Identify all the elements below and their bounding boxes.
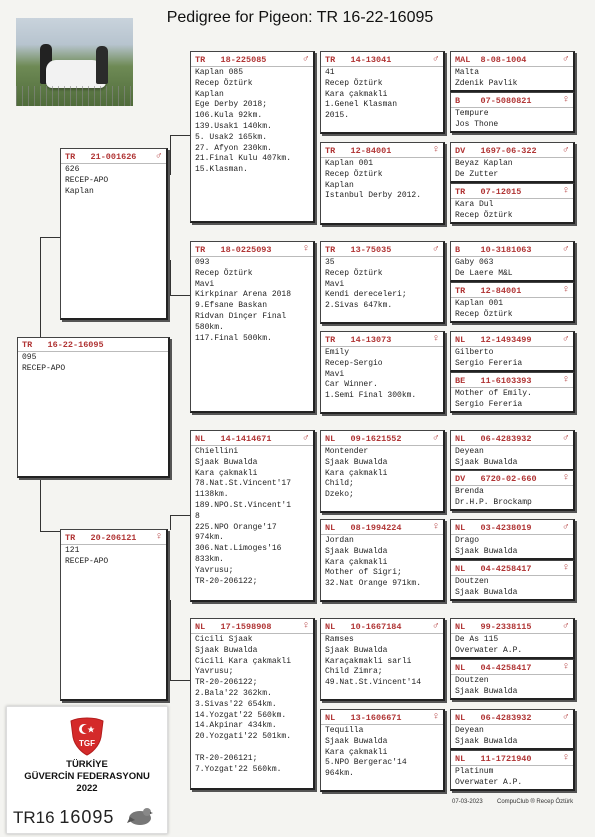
- sex-symbol-icon: ♂: [562, 334, 569, 345]
- great-grandparent-3-card: [450, 142, 575, 183]
- detail-line: 974km.: [195, 533, 224, 543]
- detail-line: Sjaak Buwalda: [455, 457, 518, 467]
- ring-number: TR 20-206121: [65, 532, 137, 543]
- sex-symbol-icon: ♂: [302, 54, 309, 65]
- card-header: [321, 621, 443, 634]
- detail-line: 580km.: [195, 322, 224, 332]
- detail-line: Doutzen: [455, 577, 489, 586]
- detail-line: Kaplan 001: [455, 299, 504, 308]
- detail-line: Kaplan 001: [325, 159, 374, 168]
- detail-line: Malta: [455, 68, 480, 77]
- detail-line: Deyean: [455, 447, 484, 456]
- pigeon-details: [455, 68, 569, 90]
- detail-line: Child Zimra;: [325, 667, 383, 677]
- ring-number: MAL 8-08-1004: [455, 54, 527, 65]
- pigeon-details: [455, 159, 569, 181]
- detail-line: Recep Öztürk: [195, 268, 253, 278]
- sire-sire-sire-card: [320, 51, 445, 134]
- detail-line: Cicili Kara çakmakli: [195, 656, 292, 666]
- detail-line: 095: [22, 353, 37, 362]
- detail-line: Sjaak Buwalda: [325, 645, 388, 655]
- pigeon-details: [455, 348, 569, 370]
- detail-line: 121: [65, 546, 80, 555]
- detail-line: RECEP-APO: [22, 363, 66, 373]
- card-header: [451, 621, 573, 634]
- detail-line: Kara çakmakli: [325, 557, 388, 567]
- detail-line: 833km.: [195, 554, 224, 564]
- card-header: [321, 54, 443, 67]
- detail-line: Kara çakmakli: [325, 468, 388, 478]
- detail-line: 1.Semi Final 300km.: [325, 391, 417, 401]
- detail-line: Ege Derby 2018;: [195, 100, 268, 110]
- great-grandparent-12-card: [450, 560, 575, 601]
- great-grandparent-10-card: [450, 470, 575, 511]
- ring-number: DV 6720-02-660: [455, 473, 537, 484]
- sex-symbol-icon: ♂: [432, 54, 439, 65]
- detail-line: RECEP-APO: [65, 175, 109, 185]
- sex-symbol-icon: ♂: [302, 433, 309, 444]
- detail-line: Kirkpinar Arena 2018: [195, 290, 292, 300]
- ring-number: NL 04-4258417: [455, 563, 532, 574]
- sex-symbol-icon: ♀: [155, 532, 162, 543]
- detail-line: 964km.: [325, 769, 354, 779]
- detail-line: TR-20-206122;: [195, 678, 258, 688]
- card-header: [61, 151, 166, 164]
- detail-line: Sjaak Buwalda: [455, 686, 518, 696]
- card-header: [191, 621, 313, 634]
- detail-line: Kaplan: [195, 89, 224, 99]
- detail-line: Tequilla: [325, 726, 364, 735]
- card-header: [451, 473, 573, 486]
- detail-line: Zdenik Pavlik: [455, 78, 518, 88]
- ring-number: TR 18-0225093: [195, 244, 272, 255]
- detail-line: Istanbul Derby 2012.: [325, 191, 422, 201]
- sire-sire-card: [190, 51, 315, 223]
- detail-line: Cicili Sjaak: [195, 635, 253, 644]
- ring-number: NL 11-1721940: [455, 753, 532, 764]
- card-header: [451, 662, 573, 675]
- federation-name: [7, 759, 167, 795]
- pigeon-details: [195, 447, 309, 587]
- sex-symbol-icon: ♂: [562, 712, 569, 723]
- detail-line: 2.Sivas 647km.: [325, 301, 393, 311]
- great-grandparent-14-card: [450, 659, 575, 700]
- sire-dam-sire-card: [320, 241, 445, 324]
- card-header: [61, 532, 166, 545]
- great-grandparent-13-card: [450, 618, 575, 659]
- ring-number: B 10-3181063: [455, 244, 532, 255]
- detail-line: Dzeko;: [325, 490, 354, 500]
- pigeon-details: [325, 726, 439, 780]
- great-grandparent-11-card: [450, 519, 575, 560]
- detail-line: Beyaz Kaplan: [455, 159, 513, 168]
- detail-line: 27. Afyon 230km.: [195, 143, 272, 153]
- detail-line: 15.Klasman.: [195, 165, 248, 175]
- detail-line: 5. Usak2 165km.: [195, 132, 268, 142]
- detail-line: Kaplan: [325, 180, 354, 190]
- ring-number: NL 13-1606671: [325, 712, 402, 723]
- sire-sire-dam-card: [320, 142, 445, 225]
- pigeon-details: [455, 258, 569, 280]
- detail-line: 7.Yozgat'22 560km.: [195, 764, 282, 774]
- sex-symbol-icon: ♀: [432, 712, 439, 723]
- pigeon-details: [325, 68, 439, 122]
- sex-symbol-icon: ♀: [432, 334, 439, 345]
- sex-symbol-icon: ♀: [432, 522, 439, 533]
- dam-sire-dam-card: [320, 519, 445, 602]
- detail-line: 3.Sivas'22 654km.: [195, 699, 277, 709]
- pigeon-details: [455, 109, 569, 131]
- sex-symbol-icon: ♀: [562, 753, 569, 764]
- ring-number: TR 07-12015: [455, 186, 522, 197]
- detail-line: Sjaak Buwalda: [195, 645, 258, 655]
- ring-serial: 16095: [59, 807, 115, 827]
- card-header: [451, 563, 573, 576]
- detail-line: Kaplan: [65, 186, 94, 196]
- detail-line: Mavi: [195, 279, 215, 289]
- great-grandparent-9-card: [450, 430, 575, 471]
- pigeon-details: [455, 447, 569, 469]
- ring-number: NL 14-1414671: [195, 433, 272, 444]
- pigeon-details: [195, 635, 309, 775]
- detail-line: Kara çakmakli: [325, 747, 388, 757]
- dam-sire-sire-card: [320, 430, 445, 513]
- ring-number: B 07-5080821: [455, 95, 532, 106]
- detail-line: Sergio Fereria: [455, 399, 523, 409]
- card-header: [451, 522, 573, 535]
- pigeon-details: [65, 165, 162, 197]
- ring-number: TR 21-001626: [65, 151, 137, 162]
- detail-line: 32.Nat Orange 971km.: [325, 579, 422, 589]
- sire-card: [60, 148, 168, 320]
- card-header: [191, 433, 313, 446]
- ring-number: NL 10-1667184: [325, 621, 402, 632]
- card-header: [451, 375, 573, 388]
- detail-line: Doutzen: [455, 676, 489, 685]
- detail-line: Kaplan 085: [195, 68, 244, 77]
- detail-line: 20.Yozgati'22 501km.: [195, 732, 292, 742]
- pigeon-details: [455, 726, 569, 748]
- detail-line: 5.NPO Bergerac'14: [325, 758, 407, 768]
- detail-line: Ridvan Dinçer Final: [195, 311, 287, 321]
- detail-line: Tempure: [455, 109, 489, 118]
- ring-number: BE 11-6103393: [455, 375, 532, 386]
- sire-dam-dam-card: [320, 331, 445, 414]
- detail-line: Dr.H.P. Brockamp: [455, 497, 532, 507]
- great-grandparent-5-card: [450, 241, 575, 282]
- card-header: [321, 244, 443, 257]
- detail-line: 14.Yozgat'22 560km.: [195, 710, 287, 720]
- card-header: [451, 244, 573, 257]
- svg-text:TGF: TGF: [79, 739, 95, 748]
- detail-line: Mother of Sigri;: [325, 568, 402, 578]
- detail-line: 225.NPO Orange'17: [195, 522, 277, 532]
- detail-line: Yavrusu;: [195, 565, 234, 575]
- sex-symbol-icon: ♂: [155, 151, 162, 162]
- detail-line: Ramses: [325, 635, 354, 644]
- detail-line: Car Winner.: [325, 380, 378, 390]
- sex-symbol-icon: ♀: [562, 563, 569, 574]
- pigeon-details: [455, 389, 569, 411]
- detail-line: 093: [195, 258, 210, 267]
- pigeon-details: [455, 299, 569, 321]
- sex-symbol-icon: ♂: [562, 433, 569, 444]
- detail-line: De Laere M&L: [455, 268, 513, 278]
- sex-symbol-icon: ♀: [562, 473, 569, 484]
- detail-line: 8: [195, 511, 200, 521]
- detail-line: Platinum: [455, 767, 494, 776]
- sex-symbol-icon: ♀: [562, 186, 569, 197]
- card-header: [451, 712, 573, 725]
- detail-line: 9.Efsane Baskan: [195, 301, 268, 311]
- great-grandparent-2-card: [450, 92, 575, 133]
- dam-dam-dam-card: [320, 709, 445, 792]
- ring-number: TR 18-225085: [195, 54, 267, 65]
- card-header: [191, 54, 313, 67]
- ring-number: TR 16-22-16095: [22, 340, 104, 350]
- pigeon-details: [455, 676, 569, 698]
- card-header: [451, 95, 573, 108]
- detail-line: De As 115: [455, 635, 499, 644]
- sex-symbol-icon: ♂: [562, 522, 569, 533]
- ring-number: NL 17-1598908: [195, 621, 272, 632]
- ring-number: TR 14-13073: [325, 334, 392, 345]
- ring-number: DV 1697-06-322: [455, 145, 537, 156]
- detail-line: Sjaak Buwalda: [195, 457, 258, 467]
- pigeon-details: [22, 353, 164, 375]
- sex-symbol-icon: ♀: [432, 145, 439, 156]
- detail-line: Sjaak Buwalda: [455, 546, 518, 556]
- detail-line: Emily: [325, 348, 350, 357]
- pigeon-details: [325, 536, 439, 590]
- card-header: [191, 244, 313, 257]
- detail-line: Child;: [325, 479, 354, 489]
- sex-symbol-icon: ♂: [562, 621, 569, 632]
- ring-number: TR 12-84001: [325, 145, 392, 156]
- detail-line: Sjaak Buwalda: [455, 736, 518, 746]
- card-header: [321, 522, 443, 535]
- pigeon-details: [195, 258, 309, 344]
- detail-line: Mother of Emily.: [455, 389, 532, 398]
- detail-line: Gilberto: [455, 348, 494, 357]
- great-grandparent-16-card: [450, 750, 575, 791]
- detail-line: Yavrusu;: [195, 667, 234, 677]
- ring-number: TR 12-84001: [455, 285, 522, 296]
- detail-line: 117.Final 500km.: [195, 333, 272, 343]
- detail-line: Kara Dul: [455, 200, 494, 209]
- detail-line: Mavi: [325, 279, 345, 289]
- ring-number: NL 03-4238019: [455, 522, 532, 533]
- detail-line: Overwater A.P.: [455, 777, 523, 787]
- detail-line: Overwater A.P.: [455, 645, 523, 655]
- card-header: [451, 334, 573, 347]
- sex-symbol-icon: ♂: [432, 621, 439, 632]
- pigeon-details: [455, 635, 569, 657]
- pigeon-details: [325, 159, 439, 202]
- pigeon-details: [195, 68, 309, 176]
- card-header: [321, 712, 443, 725]
- detail-line: Recep Öztürk: [195, 78, 253, 88]
- detail-line: Brenda: [455, 487, 484, 496]
- sire-dam-card: [190, 241, 315, 413]
- great-grandparent-6-card: [450, 282, 575, 323]
- detail-line: 14.Akpinar 434km.: [195, 721, 277, 731]
- detail-line: Recep Öztürk: [455, 309, 513, 319]
- detail-line: 35: [325, 258, 335, 267]
- sex-symbol-icon: ♂: [432, 244, 439, 255]
- pigeon-details: [455, 536, 569, 558]
- sex-symbol-icon: ♀: [562, 285, 569, 296]
- detail-line: 626: [65, 165, 80, 174]
- detail-line: 106.Kula 92km.: [195, 111, 263, 121]
- sex-symbol-icon: ♀: [302, 621, 309, 632]
- detail-line: Deyean: [455, 726, 484, 735]
- federation-title: GÜVERCİN FEDERASYONU: [24, 771, 150, 782]
- page-title: Pedigree for Pigeon: TR 16-22-16095: [166, 9, 434, 26]
- detail-line: De Zutter: [455, 169, 499, 179]
- pigeon-details: [325, 635, 439, 689]
- ring-number: NL 99-2338115: [455, 621, 532, 632]
- detail-line: Recep Öztürk: [325, 169, 383, 179]
- detail-line: 49.Nat.St.Vincent'14: [325, 678, 422, 688]
- detail-line: 2015.: [325, 111, 350, 121]
- print-date: 07-03-2023: [452, 799, 483, 805]
- ring-number: NL 04-4258417: [455, 662, 532, 673]
- ring-number: TR 14-13041: [325, 54, 392, 65]
- owner-photo: [16, 18, 133, 106]
- card-header: [321, 145, 443, 158]
- detail-line: [195, 743, 309, 754]
- detail-line: 1138km.: [195, 490, 229, 500]
- pigeon-icon: [127, 805, 153, 827]
- sex-symbol-icon: ♂: [432, 433, 439, 444]
- detail-line: Karaçakmakli sarli: [325, 656, 412, 666]
- detail-line: 139.Usak1 140km.: [195, 121, 272, 131]
- detail-line: Sjaak Buwalda: [325, 457, 388, 467]
- federation-country: TÜRKİYE: [66, 759, 108, 770]
- pigeon-details: [455, 200, 569, 222]
- federation-ring-card: [6, 706, 168, 834]
- ring-number: [13, 807, 114, 828]
- federation-logo-icon: [67, 715, 107, 757]
- card-header: [321, 334, 443, 347]
- ring-number: NL 06-4283932: [455, 433, 532, 444]
- ring-number: NL 09-1621552: [325, 433, 402, 444]
- detail-line: Mavi: [325, 369, 345, 379]
- detail-line: 189.NPO.St.Vincent'1: [195, 500, 292, 510]
- sex-symbol-icon: ♂: [562, 54, 569, 65]
- detail-line: Drago: [455, 536, 480, 545]
- card-header: [321, 433, 443, 446]
- detail-line: Kendi dereceleri;: [325, 290, 407, 300]
- great-grandparent-15-card: [450, 709, 575, 750]
- card-header: [451, 186, 573, 199]
- detail-line: 2.Bala'22 362km.: [195, 688, 272, 698]
- dam-card: [60, 529, 168, 701]
- detail-line: Jos Thone: [455, 119, 499, 129]
- great-grandparent-7-card: [450, 331, 575, 372]
- detail-line: Recep Öztürk: [455, 210, 513, 220]
- federation-year: 2022: [76, 783, 98, 794]
- card-header: [451, 54, 573, 67]
- detail-line: TR-20-206121;: [195, 753, 258, 763]
- sex-symbol-icon: ♀: [562, 95, 569, 106]
- pigeon-details: [455, 767, 569, 789]
- great-grandparent-8-card: [450, 372, 575, 413]
- ring-number: TR 13-75035: [325, 244, 392, 255]
- detail-line: Montender: [325, 447, 369, 456]
- detail-line: 1.Genel Klasman: [325, 100, 398, 110]
- sex-symbol-icon: ♂: [562, 145, 569, 156]
- detail-line: Sergio Fereria: [455, 358, 523, 368]
- card-header: [451, 145, 573, 158]
- card-header: [18, 340, 168, 352]
- ring-number: NL 08-1994224: [325, 522, 402, 533]
- detail-line: Jordan: [325, 536, 354, 545]
- detail-line: TR-20-206122;: [195, 576, 258, 586]
- software-credit: CompuClub ® Recep Öztürk: [497, 799, 574, 805]
- card-header: [451, 433, 573, 446]
- detail-line: RECEP-APO: [65, 556, 109, 566]
- detail-line: 306.Nat.Limoges'16: [195, 544, 282, 554]
- sex-symbol-icon: ♀: [562, 375, 569, 386]
- great-grandparent-4-card: [450, 183, 575, 224]
- detail-line: Gaby 063: [455, 258, 494, 267]
- detail-line: Recep Öztürk: [325, 268, 383, 278]
- detail-line: 41: [325, 68, 335, 77]
- detail-line: Kara çakmakli: [325, 89, 388, 99]
- card-header: [451, 753, 573, 766]
- detail-line: Recep-Sergio: [325, 358, 383, 368]
- detail-line: Chiellini: [195, 447, 239, 456]
- detail-line: Kara çakmakli: [195, 468, 258, 478]
- pigeon-details: [455, 487, 569, 509]
- sex-symbol-icon: ♀: [562, 662, 569, 673]
- detail-line: 78.Nat.St.Vincent'17: [195, 479, 292, 489]
- pigeon-details: [455, 577, 569, 599]
- detail-line: Sjaak Buwalda: [455, 587, 518, 597]
- pigeon-details: [325, 348, 439, 402]
- ring-number: NL 06-4283932: [455, 712, 532, 723]
- sex-symbol-icon: ♂: [562, 244, 569, 255]
- ring-number: NL 12-1493499: [455, 334, 532, 345]
- dam-dam-sire-card: [320, 618, 445, 701]
- detail-line: Sjaak Buwalda: [325, 546, 388, 556]
- sex-symbol-icon: ♀: [302, 244, 309, 255]
- pigeon-details: [325, 447, 439, 501]
- pigeon-details: [65, 546, 162, 568]
- great-grandparent-1-card: [450, 51, 575, 92]
- subject-pigeon-card: [17, 337, 170, 478]
- card-header: [451, 285, 573, 298]
- pigeon-details: [325, 258, 439, 312]
- detail-line: Sjaak Buwalda: [325, 736, 388, 746]
- dam-sire-card: [190, 430, 315, 602]
- dam-dam-card: [190, 618, 315, 790]
- detail-line: Recep Öztürk: [325, 78, 383, 88]
- ring-prefix: TR16: [13, 808, 55, 827]
- detail-line: 21.Final Kulu 407km.: [195, 154, 292, 164]
